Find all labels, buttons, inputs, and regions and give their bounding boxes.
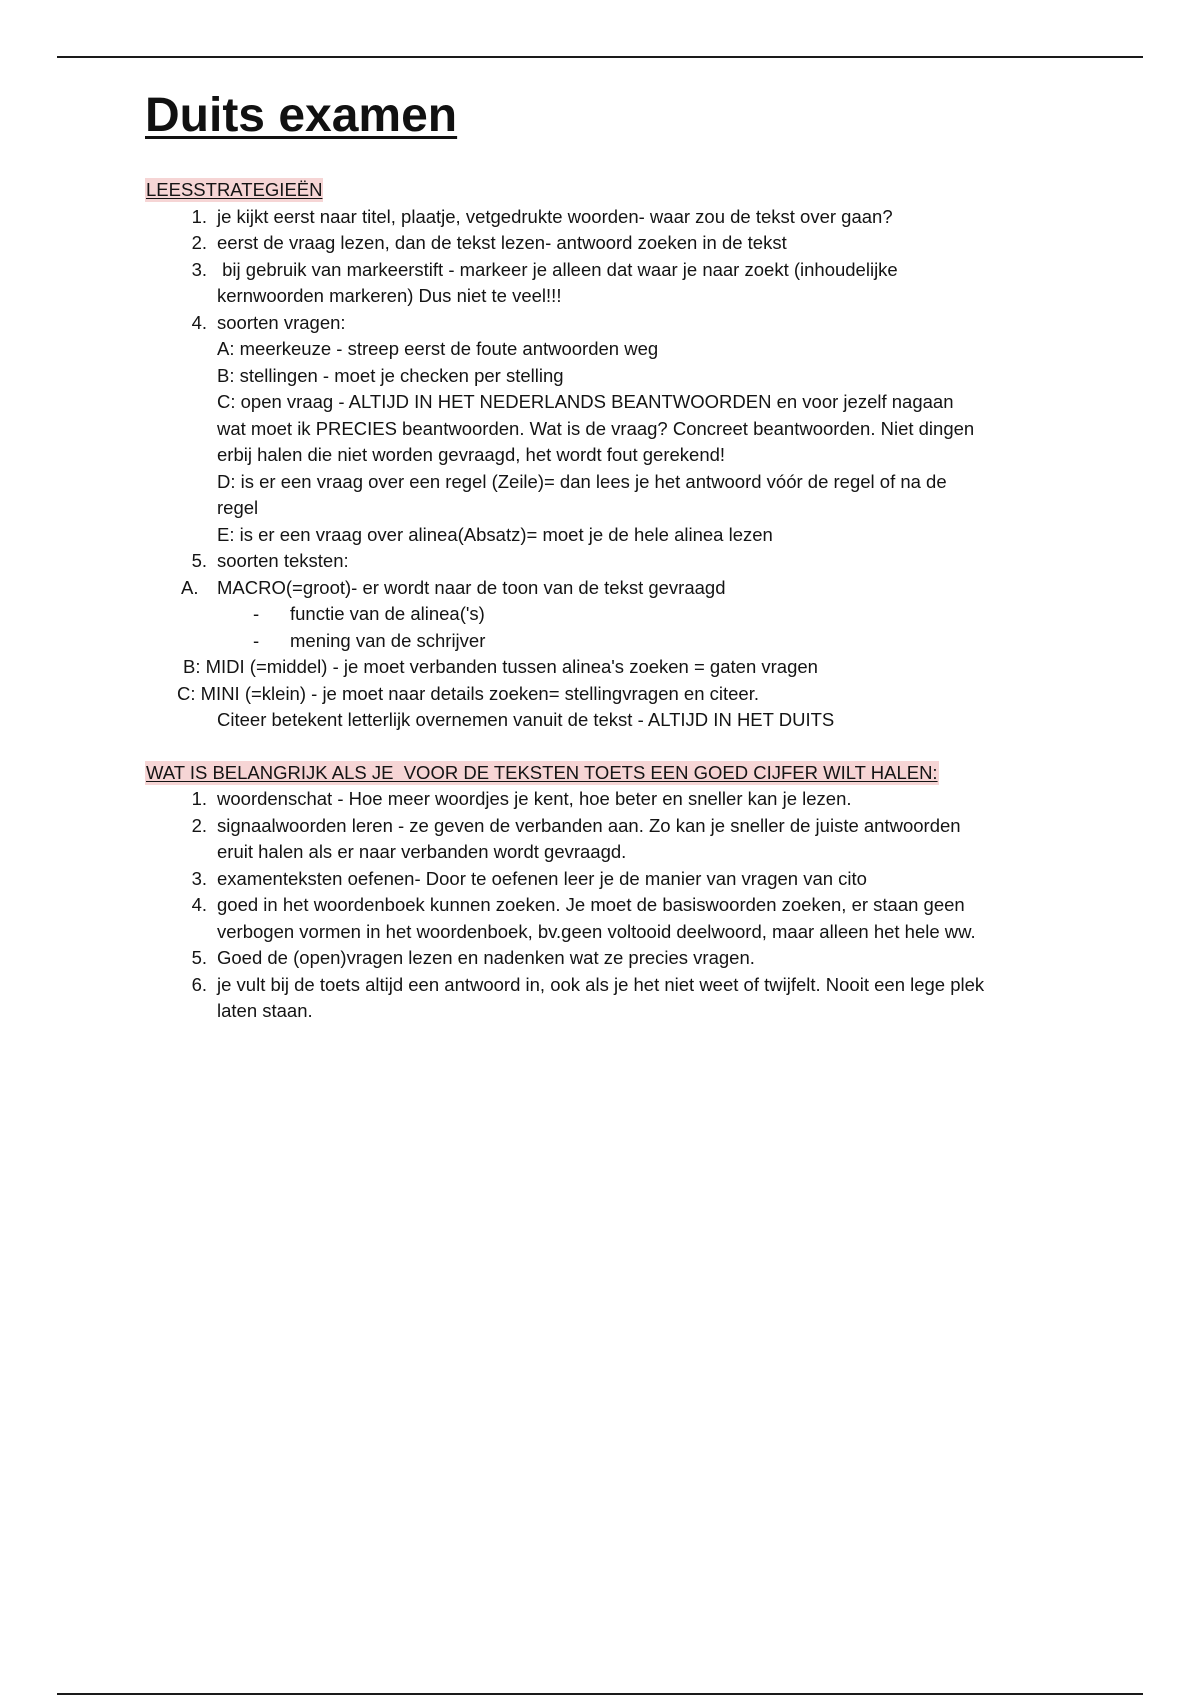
list-text: laten staan. xyxy=(217,1000,313,1021)
list-text: examenteksten oefenen- Door te oefenen leer je de manier van vragen van cito xyxy=(217,867,867,889)
list-number: 2. xyxy=(191,232,207,253)
list-number: 1. xyxy=(191,788,207,809)
list-number: 5. xyxy=(191,550,207,571)
section-gap xyxy=(145,734,1075,760)
list-text: E: is er een vraag over alinea(Absatz)= moet je de hele alinea lezen xyxy=(217,523,773,545)
list-text: wat moet ik PRECIES beantwoorden. Wat is de vraag? Concreet beantwoorden. Niet dingen xyxy=(217,417,975,439)
list-text: verbogen vormen in het woordenboek, bv.geen voltooid deelwoord, maar alleen het hele ww. xyxy=(217,920,976,942)
list-text: eerst de vraag lezen, dan de tekst lezen- antwoord zoeken in de tekst xyxy=(217,232,787,253)
list-item xyxy=(191,548,1075,575)
list-text: signaalwoorden leren - ze geven de verbanden aan. Zo kan je sneller de juiste antwoorden xyxy=(217,814,961,836)
citeer-note: Citeer betekent letterlijk overnemen vanuit de tekst - ALTIJD IN HET DUITS xyxy=(217,709,835,730)
dash-bullet: - xyxy=(253,603,260,624)
list-text: eruit halen als er naar verbanden wordt gevraagd. xyxy=(217,841,627,862)
list-text: je vult bij de toets altijd een antwoord in, ook als je het niet weet of twijfelt. Nooit een lege plek xyxy=(217,973,985,995)
list-item xyxy=(191,786,1075,813)
list-text: soorten vragen: xyxy=(217,311,346,333)
list-number: 3. xyxy=(191,867,207,889)
strategy-list xyxy=(145,204,1075,575)
text-type-mini: C: MINI (=klein) - je moet naar details zoeken= stellingvragen en citeer. xyxy=(177,682,760,704)
list-item xyxy=(191,972,1075,1025)
list-number: 5. xyxy=(191,947,207,968)
text-type-macro xyxy=(145,575,1075,602)
list-number: 6. xyxy=(191,973,207,995)
sub-letter: A. xyxy=(181,576,199,598)
list-item xyxy=(191,866,1075,893)
list-item xyxy=(191,945,1075,972)
section-good-grade xyxy=(145,760,1075,1025)
top-rule xyxy=(57,56,1143,58)
section-heading: LEESSTRATEGIEËN xyxy=(146,179,323,200)
list-item xyxy=(191,813,1075,866)
section-heading: WAT IS BELANGRIJK ALS JE VOOR DE TEKSTEN TOETS EEN GOED CIJFER WILT HALEN: xyxy=(146,761,938,783)
bottom-rule xyxy=(57,1693,1143,1695)
document-title: Duits examen xyxy=(145,89,458,142)
list-text: woordenschat - Hoe meer woordjes je kent, hoe beter en sneller kan je lezen. xyxy=(217,788,852,809)
list-text: erbij halen die niet worden gevraagd, het wordt fout gerekend! xyxy=(217,444,726,465)
sub-text: mening van de schrijver xyxy=(290,629,486,651)
document-body xyxy=(145,177,1075,1025)
list-text: kernwoorden markeren) Dus niet te veel!!! xyxy=(217,285,562,306)
list-item xyxy=(191,310,1075,549)
list-item xyxy=(191,230,1075,257)
macro-point xyxy=(145,628,1075,655)
list-text: D: is er een vraag over een regel (Zeile)= dan lees je het antwoord vóór de regel of na de xyxy=(217,470,947,492)
list-number: 1. xyxy=(191,205,207,227)
list-text: regel xyxy=(217,497,259,518)
list-text: C: open vraag - ALTIJD IN HET NEDERLANDS BEANTWOORDEN en voor jezelf nagaan xyxy=(217,391,954,412)
sub-text: MACRO(=groot)- er wordt naar de toon van de tekst gevraagd xyxy=(217,576,726,598)
macro-point xyxy=(145,601,1075,628)
list-text: B: stellingen - moet je checken per stelling xyxy=(217,364,564,386)
list-item xyxy=(191,892,1075,945)
list-number: 3. xyxy=(191,258,207,280)
tips-list xyxy=(145,786,1075,1025)
list-item xyxy=(191,204,1075,231)
list-text: A: meerkeuze - streep eerst de foute antwoorden weg xyxy=(217,338,659,359)
list-number: 2. xyxy=(191,814,207,836)
dash-bullet: - xyxy=(253,629,260,651)
list-text: Goed de (open)vragen lezen en nadenken wat ze precies vragen. xyxy=(217,947,755,968)
list-text: soorten teksten: xyxy=(217,550,349,571)
list-number: 4. xyxy=(191,894,207,915)
list-text: bij gebruik van markeerstift - markeer je alleen dat waar je naar zoekt (inhoudelijke xyxy=(217,258,898,280)
list-text: je kijkt eerst naar titel, plaatje, vetgedrukte woorden- waar zou de tekst over gaan? xyxy=(217,205,893,227)
sub-text: functie van de alinea('s) xyxy=(290,603,485,624)
text-type-midi: B: MIDI (=middel) - je moet verbanden tussen alinea's zoeken = gaten vragen xyxy=(183,656,818,677)
list-item xyxy=(191,257,1075,310)
list-number: 4. xyxy=(191,311,207,333)
section-reading-strategies xyxy=(145,177,1075,734)
list-text: goed in het woordenboek kunnen zoeken. Je moet de basiswoorden zoeken, er staan geen xyxy=(217,894,965,915)
